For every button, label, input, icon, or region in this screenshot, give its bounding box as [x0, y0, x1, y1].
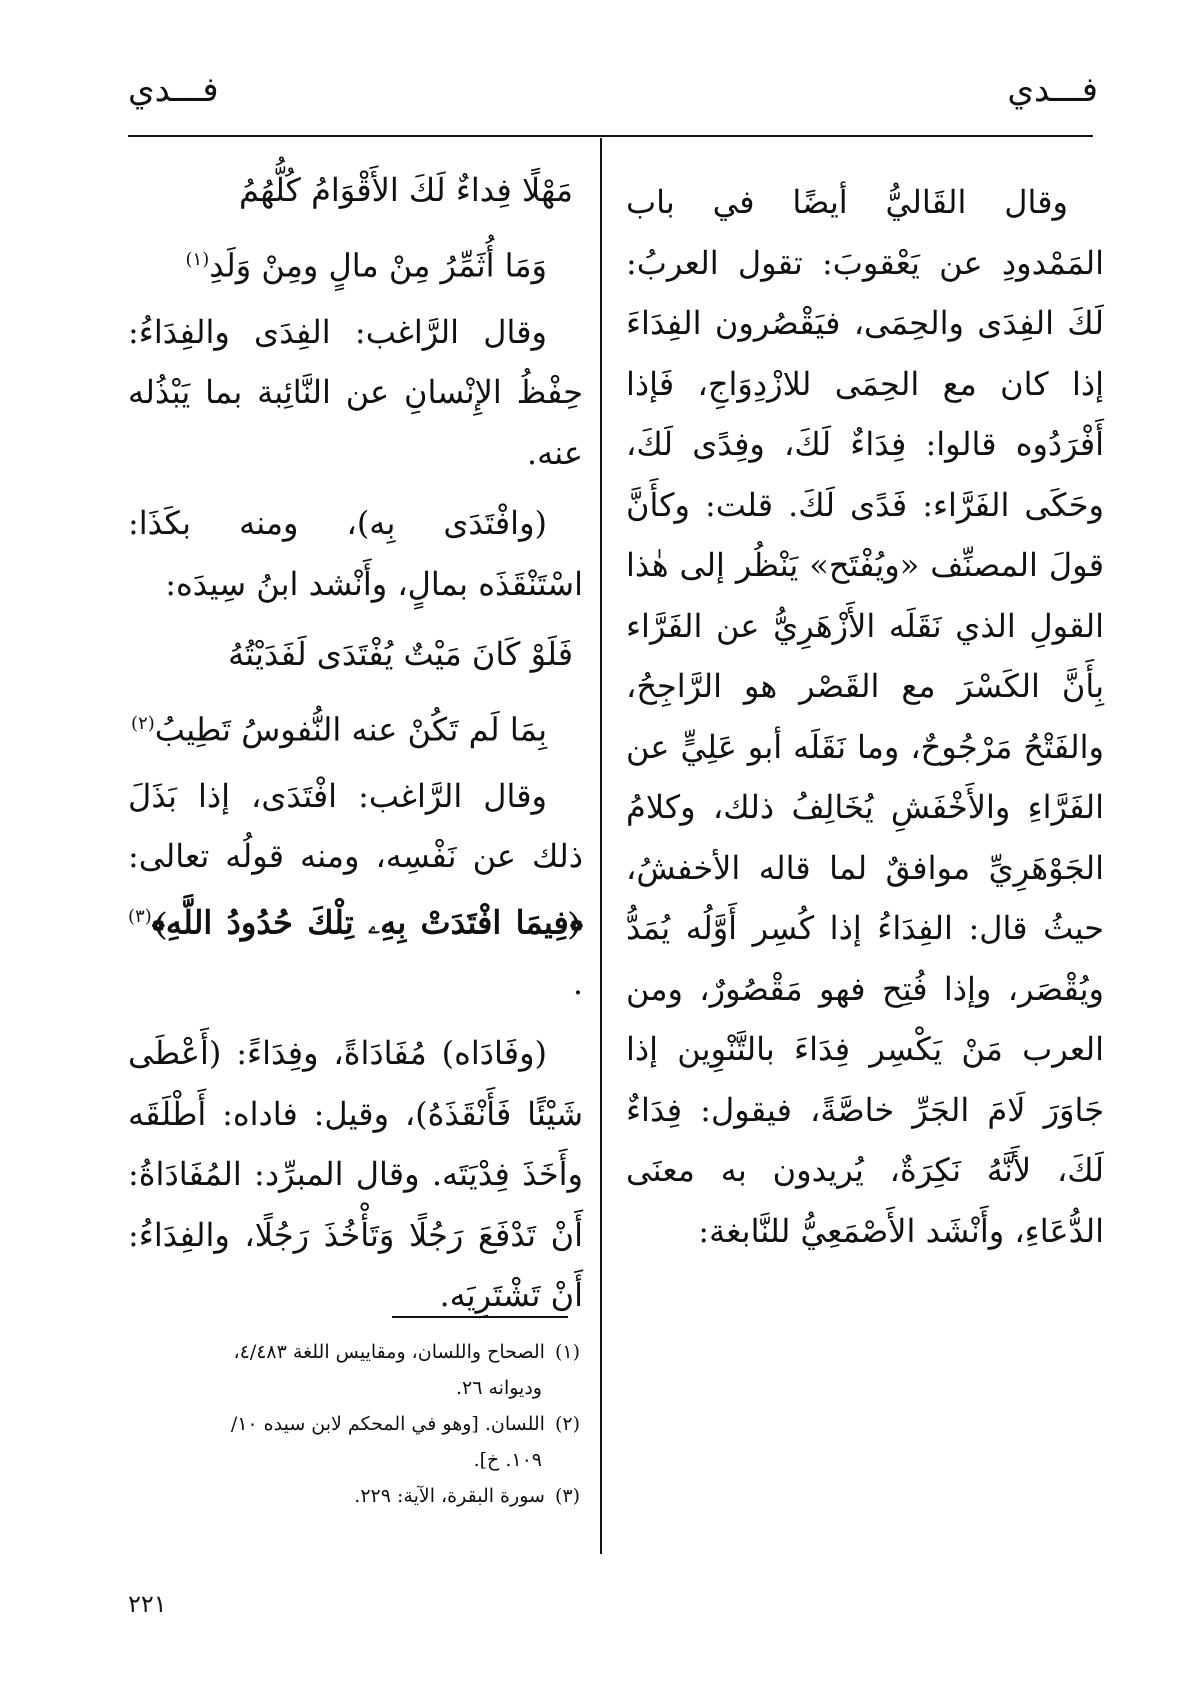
- raghib-paragraph: وقال الرَّاغب: الفِدَى والفِدَاءُ: حِفْظُ الإِنْسانِ عن النَّائِبة بما يَبْذُله عنه.: [128, 312, 583, 472]
- quran-intro-text: وقال الرَّاغب: افْتَدَى، إذا بَذَلَ ذلك عن نَفْسِه، ومنه قولُه تعالى:: [128, 776, 583, 876]
- right-column: [626, 172, 1104, 1271]
- footnote-marker-3: (٣): [128, 905, 152, 927]
- header-rule: [128, 135, 1093, 137]
- running-header-left: فـــدي: [128, 70, 219, 110]
- verse-line-2-text: وَمَا أُثَمِّرُ مِنْ مالٍ ومِنْ وَلَدِ: [209, 246, 547, 285]
- footnotes: [128, 1334, 580, 1514]
- fadah-paragraph: (وفَادَاه) مُفَادَاةً، وفِدَاءً: (أَعْطَى شَيْئًا فَأَنْقَذَهُ)، وقيل: فاداه: أَطْلَقَه وأَخَذَ فِدْيَتَه. وقال المبرِّد: المُفَادَاةُ: أَنْ تَدْفَعَ رَجُلًا وَتَأْخُذَ رَجُلًا، والفِدَاءُ: أَنْ تَشْتَرِيَه.: [128, 1034, 583, 1315]
- quran-paragraph: [128, 766, 583, 1014]
- verse-nabigha: [128, 160, 583, 296]
- right-column-paragraph: وقال القَاليُّ أيضًا في باب المَمْدودِ عن يَعْقوبَ: تقول العربُ: لَكَ الفِدَى والحِمَى، فيَقْصُرون الفِدَاءَ إذا كان مع الحِمَى للازْدِوَاجِ، فَإذا أَفْرَدُوه قالوا: فِدَاءٌ لَكَ، وفِدًى لَكَ، وحَكَى الفَرَّاء: فَدًى لَكَ. قلت: وكأَنَّ قولَ المصنِّف «ويُفْتَح» يَنْظُر إلى هٰذا القولِ الذي نَقَلَه الأَزْهَرِيُّ عن الفَرَّاء بِأَنَّ الكَسْرَ مع القَصْر هو الرَّاجِحُ، والفَتْحُ مَرْجُوحٌ، وما نَقَلَه أبو عَلِيٍّ عن الفَرَّاءِ والأَخْفَشِ يُخَالِفُ ذلك، وكلامُ الجَوْهَرِيِّ موافقٌ لما قاله الأخفشُ، حيثُ قال: الفِدَاءُ إذا كُسِر أَوَّلُه يُمَدُّ ويُقْصَر، وإذا فُتِح فهو مَقْصُورٌ، ومن العرب مَنْ يَكْسِر فِدَاءَ بالتَّنْوِين إذا جَاوَرَ لَامَ الجَرِّ خاصَّةً، فيقول: فِدَاءٌ لَكَ، لأَنَّهُ نَكِرَةٌ، يُريدون به معنَى الدُّعَاءِ، وأَنْشَد الأَصْمَعِيُّ للنَّابغة:: [626, 183, 1104, 1250]
- left-column: [128, 160, 583, 1336]
- footnote-1-continuation: وديوانه ٢٦.: [455, 1377, 542, 1399]
- footnote-3: [128, 1478, 580, 1514]
- verse2-line-2-text: بِمَا لَم تَكُنْ عنه النُّفوسُ تَطِيبُ: [154, 710, 547, 749]
- footnote-number: (٣): [554, 1485, 580, 1507]
- footnote-number: (١): [554, 1341, 580, 1363]
- quran-paragraph-end: .: [572, 963, 583, 1002]
- verse2-line-1: فَلَوْ كَانَ مَيْتٌ يُفْتَدَى لَفَدَيْتُهُ: [228, 635, 573, 674]
- column-divider: [600, 138, 602, 1554]
- footnote-marker-1: (١): [185, 249, 210, 270]
- running-header-right: فـــدي: [1007, 70, 1098, 110]
- page-number: ٢٢١: [128, 1590, 167, 1618]
- footnote-text: الصحاح واللسان، ومقاييس اللغة ٤/٤٨٣،: [233, 1341, 545, 1363]
- footnote-text: اللسان. [وهو في المحكم لابن سيده ١٠/: [230, 1413, 545, 1435]
- footnote-rule: [392, 1316, 568, 1318]
- footnote-number: (٢): [554, 1413, 580, 1435]
- footnote-2-continuation: ١٠٩. خ].: [473, 1449, 542, 1471]
- footnote-2: [128, 1406, 580, 1442]
- quran-verse: ﴿فِيمَا افْتَدَتْ بِهِۦ تِلْكَ حُدُودُ اللَّهِ﴾: [151, 903, 583, 942]
- footnote-text: سورة البقرة، الآية: ٢٢٩.: [354, 1485, 545, 1507]
- iftada-paragraph: (وافْتَدَى بِه)، ومنه بكَذَا: اسْتَنْقَذَه بمالٍ، وأَنْشد ابنُ سِيدَه:: [128, 504, 583, 603]
- verse2-line-2: [128, 694, 583, 760]
- verse-line-1: مَهْلًا فِداءٌ لَكَ الأَقْوَامُ كُلُّهُمُ: [239, 171, 573, 209]
- verse-ibn-sidah: [128, 624, 583, 760]
- verse-line-2: [128, 230, 583, 296]
- footnote-marker-2: (٢): [131, 713, 155, 735]
- footnote-1: [128, 1334, 580, 1370]
